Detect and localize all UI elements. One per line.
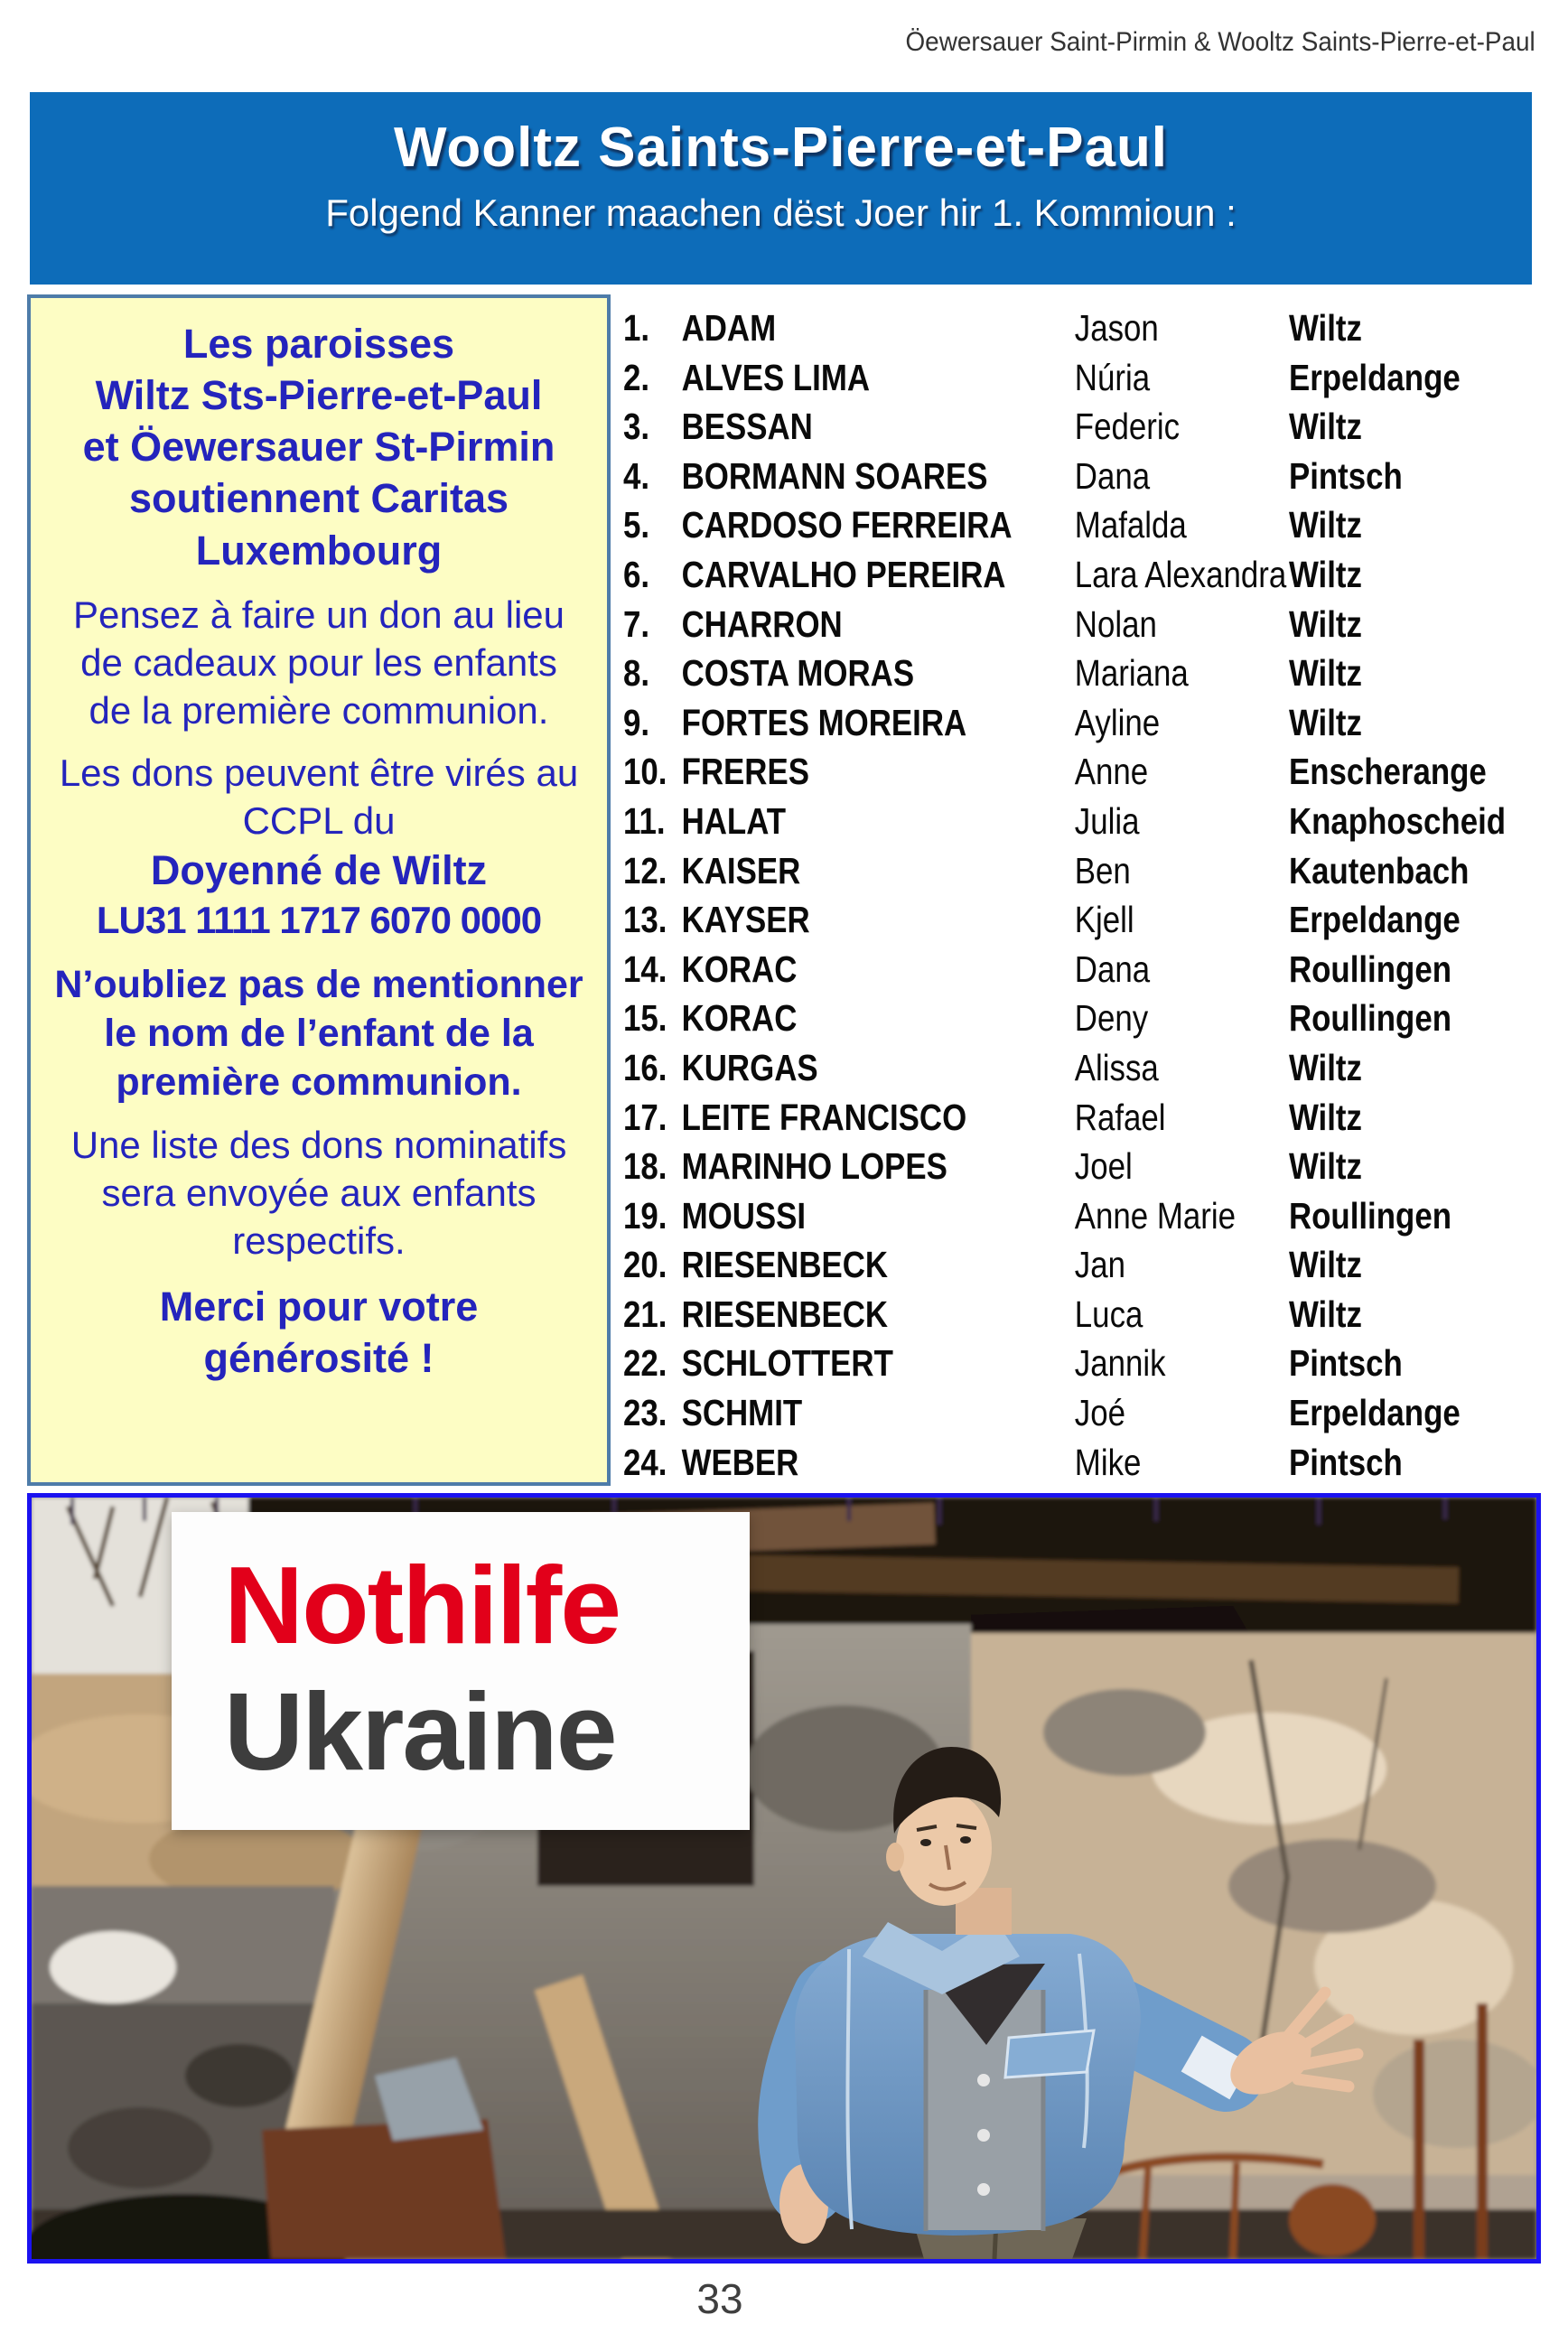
row-number: 16. — [623, 1046, 667, 1088]
row-firstname: Julia — [1074, 799, 1140, 842]
row-lastname: RIESENBECK — [681, 1244, 889, 1286]
nothilfe-ukraine-photo — [27, 1493, 1541, 2264]
row-firstname: Luca — [1074, 1293, 1143, 1335]
table-row — [623, 846, 1470, 896]
row-lastname: WEBER — [681, 1441, 799, 1483]
donation-list-paragraph: Une liste des dons nominatifs sera envoyée aux enfants respectifs. — [70, 1124, 567, 1263]
row-firstname: Mafalda — [1074, 504, 1187, 546]
row-number: 2. — [623, 356, 650, 398]
transfer-intro: Les dons peuvent être virés au CCPL du — [59, 751, 579, 843]
table-row — [623, 895, 1461, 945]
row-lastname: COSTA MORAS — [681, 652, 915, 695]
table-row — [623, 698, 1399, 748]
row-firstname: Ben — [1074, 849, 1131, 891]
sign-word-ukraine: Ukraine — [224, 1670, 616, 1793]
row-locality: Pintsch — [1288, 1342, 1403, 1385]
row-number: 10. — [623, 751, 667, 793]
row-firstname: Lara Alexandra — [1074, 553, 1287, 595]
row-firstname: Dana — [1074, 454, 1151, 497]
row-lastname: KORAC — [681, 947, 798, 990]
table-row — [623, 452, 1403, 501]
row-firstname: Jason — [1074, 307, 1159, 349]
row-locality: Wiltz — [1288, 504, 1362, 546]
row-lastname: ADAM — [681, 307, 777, 349]
running-header: Öewersauer Saint-Pirmin & Wooltz Saints-Pierre-et-Paul — [905, 27, 1535, 57]
row-firstname: Joel — [1074, 1145, 1133, 1188]
row-firstname: Federic — [1074, 406, 1181, 448]
table-row — [623, 747, 1487, 797]
row-firstname: Dana — [1074, 947, 1151, 990]
row-firstname: Jan — [1074, 1244, 1125, 1286]
row-firstname: Mike — [1074, 1441, 1142, 1483]
donation-transfer-paragraph — [54, 750, 583, 944]
donation-gift-paragraph: Pensez à faire un don au lieu de cadeaux pour les enfants de la première communion. — [72, 593, 565, 732]
row-lastname: BESSAN — [681, 406, 813, 448]
row-number: 17. — [623, 1096, 667, 1138]
row-locality: Wiltz — [1288, 307, 1362, 349]
banner-title: Wooltz Saints-Pierre-et-Paul — [393, 117, 1169, 179]
row-locality: Wiltz — [1288, 1244, 1362, 1286]
row-lastname: FORTES MOREIRA — [681, 701, 967, 743]
row-number: 6. — [623, 553, 650, 595]
row-locality: Erpeldange — [1288, 356, 1461, 398]
row-lastname: FRERES — [681, 751, 809, 793]
row-firstname: Kjell — [1074, 899, 1134, 941]
row-lastname: MARINHO LOPES — [681, 1145, 947, 1188]
row-locality: Wiltz — [1288, 1145, 1362, 1188]
communicants-list — [623, 303, 1535, 1487]
row-number: 11. — [623, 799, 666, 842]
row-locality: Erpeldange — [1288, 899, 1461, 941]
table-row — [623, 1388, 1461, 1438]
row-locality: Roullingen — [1288, 947, 1451, 990]
row-number: 7. — [623, 602, 650, 645]
row-number: 1. — [623, 307, 650, 349]
table-row — [623, 649, 1399, 698]
row-locality: Roullingen — [1288, 997, 1451, 1040]
table-row — [623, 1290, 1399, 1340]
row-lastname: CHARRON — [681, 602, 843, 645]
row-lastname: MOUSSI — [681, 1194, 807, 1237]
row-locality: Enscherange — [1288, 751, 1487, 793]
row-locality: Wiltz — [1288, 701, 1362, 743]
row-locality: Wiltz — [1288, 553, 1362, 595]
row-lastname: HALAT — [681, 799, 787, 842]
row-firstname: Ayline — [1074, 701, 1161, 743]
donation-mention-paragraph: N’oubliez pas de mentionner le nom de l’enfant de la première communion. — [54, 962, 583, 1105]
row-firstname: Mariana — [1074, 652, 1189, 695]
table-row — [623, 1438, 1403, 1488]
row-locality: Wiltz — [1288, 1046, 1362, 1088]
row-number: 24. — [623, 1441, 667, 1483]
table-row — [623, 994, 1451, 1043]
table-row — [623, 1191, 1451, 1241]
row-number: 4. — [623, 454, 650, 497]
row-firstname: Anne — [1074, 751, 1149, 793]
row-lastname: RIESENBECK — [681, 1293, 889, 1335]
row-lastname: KAISER — [681, 849, 801, 891]
table-row — [623, 353, 1461, 403]
table-row — [623, 1043, 1399, 1093]
table-row — [623, 1339, 1403, 1388]
row-lastname: KAYSER — [681, 899, 810, 941]
table-row — [623, 945, 1451, 994]
row-firstname: Alissa — [1074, 1046, 1159, 1088]
row-locality: Wiltz — [1288, 406, 1362, 448]
row-lastname: CARDOSO FERREIRA — [681, 504, 1013, 546]
banner-subtitle: Folgend Kanner maachen dëst Joer hir 1. Kommioun : — [325, 191, 1237, 234]
row-firstname: Deny — [1074, 997, 1149, 1040]
row-number: 5. — [623, 504, 650, 546]
parish-banner — [30, 92, 1532, 285]
row-number: 15. — [623, 997, 667, 1040]
row-number: 13. — [623, 899, 667, 941]
row-lastname: KORAC — [681, 997, 798, 1040]
table-row — [623, 1093, 1399, 1143]
row-lastname: KURGAS — [681, 1046, 818, 1088]
row-locality: Knaphoscheid — [1288, 799, 1507, 842]
page-number: 33 — [696, 2275, 743, 2322]
row-locality: Wiltz — [1288, 1096, 1362, 1138]
row-number: 21. — [623, 1293, 667, 1335]
donation-thanks: Merci pour votre générosité ! — [159, 1284, 479, 1382]
row-firstname: Jannik — [1074, 1342, 1166, 1385]
row-lastname: LEITE FRANCISCO — [681, 1096, 967, 1138]
row-firstname: Rafael — [1074, 1096, 1166, 1138]
row-lastname: SCHLOTTERT — [681, 1342, 893, 1385]
row-number: 22. — [623, 1342, 667, 1385]
sign-word-nothilfe: Nothilfe — [224, 1544, 621, 1666]
table-row — [623, 1142, 1399, 1191]
row-lastname: SCHMIT — [681, 1392, 803, 1434]
row-number: 18. — [623, 1145, 667, 1188]
row-number: 9. — [623, 701, 650, 743]
row-number: 8. — [623, 652, 650, 695]
row-locality: Pintsch — [1288, 454, 1403, 497]
row-firstname: Joé — [1074, 1392, 1125, 1434]
row-lastname: BORMANN SOARES — [681, 454, 988, 497]
row-locality: Kautenbach — [1288, 849, 1470, 891]
nothilfe-ukraine-sign — [172, 1512, 750, 1830]
donation-info-box — [27, 294, 611, 1486]
row-number: 12. — [623, 849, 667, 891]
table-row — [623, 500, 1399, 550]
row-locality: Erpeldange — [1288, 1392, 1461, 1434]
row-lastname: CARVALHO PEREIRA — [681, 553, 1006, 595]
row-firstname: Anne Marie — [1074, 1194, 1237, 1237]
table-row — [623, 1240, 1399, 1290]
table-row — [623, 402, 1399, 452]
table-row — [623, 797, 1507, 846]
deanery-name: Doyenné de Wiltz — [150, 847, 488, 894]
row-locality: Roullingen — [1288, 1194, 1451, 1237]
row-number: 3. — [623, 406, 650, 448]
row-firstname: Nolan — [1074, 602, 1157, 645]
row-number: 19. — [623, 1194, 667, 1237]
donation-heading: Les paroisses Wiltz Sts-Pierre-et-Paul et Öewersauer St-Pirmin soutiennent Caritas Luxembourg — [82, 321, 555, 574]
row-locality: Pintsch — [1288, 1441, 1403, 1483]
row-locality: Wiltz — [1288, 1293, 1362, 1335]
row-number: 14. — [623, 947, 667, 990]
row-locality: Wiltz — [1288, 602, 1362, 645]
table-row — [623, 550, 1399, 600]
row-locality: Wiltz — [1288, 652, 1362, 695]
row-number: 20. — [623, 1244, 667, 1286]
row-lastname: ALVES LIMA — [681, 356, 871, 398]
iban-number: LU31 1111 1717 6070 0000 — [96, 898, 542, 941]
table-row — [623, 303, 1399, 353]
row-number: 23. — [623, 1392, 667, 1434]
row-firstname: Núria — [1074, 356, 1151, 398]
table-row — [623, 600, 1399, 649]
